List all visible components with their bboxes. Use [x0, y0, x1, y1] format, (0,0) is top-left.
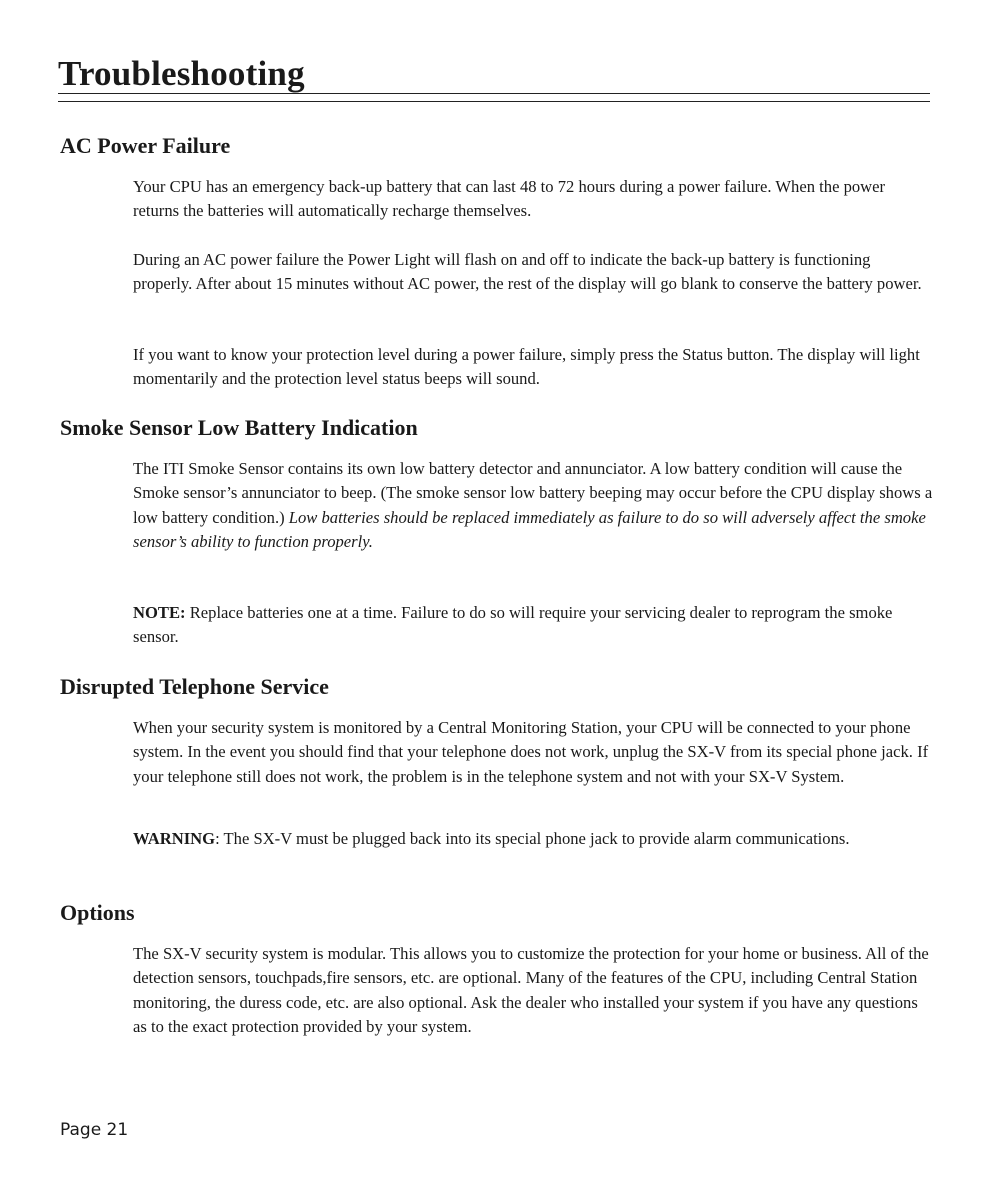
title-rule-top	[58, 93, 930, 94]
note-text: Replace batteries one at a time. Failure to do so will require your servicing dealer to reprogram the smoke sensor.	[133, 603, 893, 647]
title-rule-bottom	[58, 101, 930, 102]
page-number: Page 21	[60, 1120, 129, 1140]
ac-power-paragraph-3: If you want to know your protection level during a power failure, simply press the Status button. The display will light momentarily and the protection level status beeps will sound.	[133, 345, 920, 389]
smoke-sensor-warning-italic: Low batteries should be replaced immediately as failure to do so will adversely affect the smoke sensor’s ability to function properly.	[133, 507, 926, 552]
options-paragraph: The SX-V security system is modular. This allows you to customize the protection for your home or business. All of the detection sensors, touchpads,fire sensors, etc. are optional. Many of the features of the CPU, including Central Station monitoring, the duress code, etc. are also optional. Ask the dealer who installed your system if you have any questions as to the exact protection provided by your system.	[133, 944, 929, 1037]
warning-text: : The SX-V must be plugged back into its special phone jack to provide alarm communications.	[215, 829, 850, 848]
section-heading-ac-power-failure: AC Power Failure	[60, 133, 231, 158]
section-heading-options: Options	[60, 900, 135, 925]
section-heading-smoke-sensor: Smoke Sensor Low Battery Indication	[60, 415, 418, 440]
page-title: Troubleshooting	[58, 54, 305, 93]
section-heading-disrupted-telephone: Disrupted Telephone Service	[60, 674, 329, 699]
note-label: NOTE:	[133, 603, 186, 622]
smoke-sensor-paragraph	[133, 457, 933, 555]
telephone-warning	[133, 827, 933, 851]
ac-power-paragraph-1: Your CPU has an emergency back-up battery that can last 48 to 72 hours during a power failure. When the power returns the batteries will automatically recharge themselves.	[133, 177, 886, 221]
telephone-paragraph: When your security system is monitored by a Central Monitoring Station, your CPU will be connected to your phone system. In the event you should find that your telephone does not work, unplug the SX-V from its special phone jack. If your telephone still does not work, the problem is in the telephone system and not with your SX-V System.	[133, 718, 929, 786]
smoke-sensor-text: The ITI Smoke Sensor contains its own low battery detector and annunciator. A low battery condition will cause the Smoke sensor’s annunciator to beep. (The smoke sensor low battery beeping may occur before the CPU display shows a low battery condition.)	[133, 459, 933, 527]
smoke-sensor-note	[133, 601, 933, 650]
warning-label: WARNING	[133, 829, 216, 848]
ac-power-paragraph-2: During an AC power failure the Power Light will flash on and off to indicate the back-up battery is functioning properly. After about 15 minutes without AC power, the rest of the display will go blank to conserve the battery power.	[133, 250, 922, 294]
